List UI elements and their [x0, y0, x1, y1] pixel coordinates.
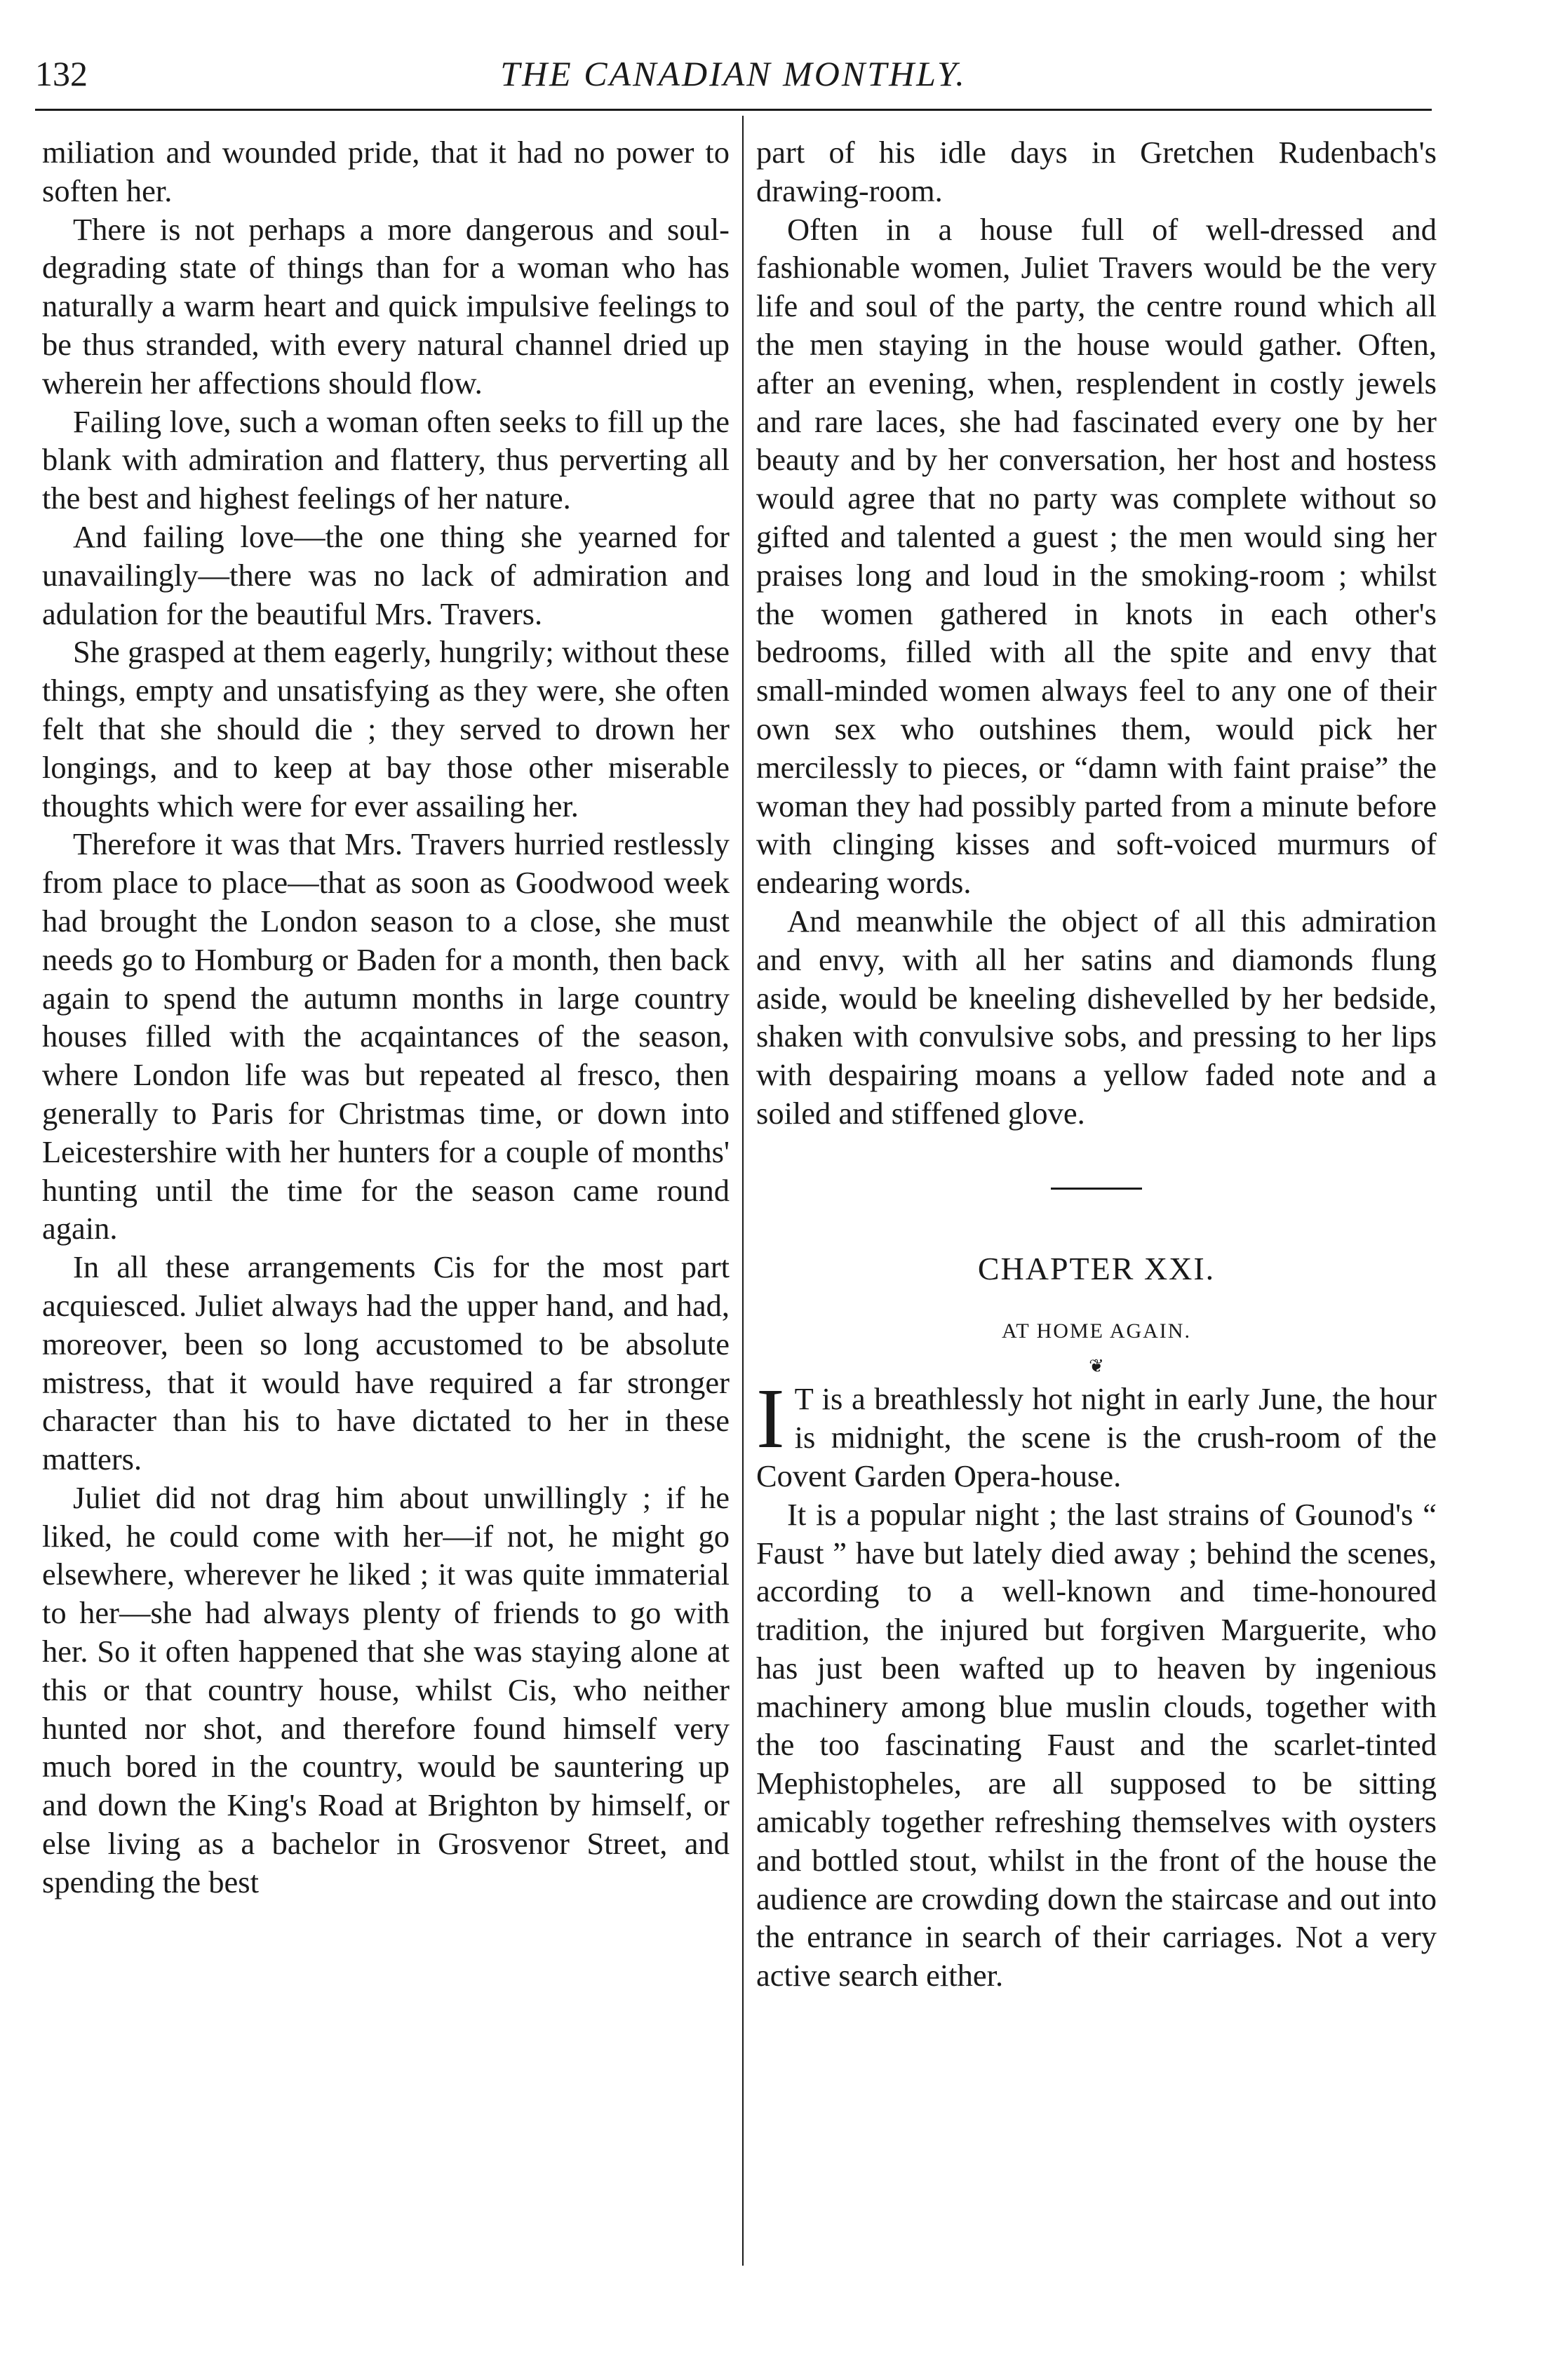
chapter-opening-paragraph [756, 1371, 1437, 1495]
section-divider [1051, 1188, 1142, 1190]
paragraph: Juliet did not drag him about unwillingly ; if he liked, he could come with her—if not, he might go elsewhere, wherever he liked ; it was quite immaterial to her—she had always plenty of friends to go with her. So it often happened that she was staying alone at this or that country house, whilst Cis, who neither hunted nor shot, and therefore found himself very much bored in the country, would be sauntering up and down the King's Road at Brighton by himself, or else living as a bachelor in Grosvenor Street, and spending the best [42, 1479, 730, 1900]
paragraph: In all these arrangements Cis for the most part acquiesced. Juliet always had the upper hand, and had, moreover, been so long accustomed to be absolute mistress, that it would have required a far stronger character than his to have dictated to her in these matters. [42, 1249, 730, 1477]
paragraph: miliation and wounded pride, that it had no power to soften her. [42, 135, 730, 208]
paragraph: And failing love—the one thing she yearned for unavailingly—there was no lack of admiration and adulation for the beautiful Mrs. Travers. [42, 518, 730, 631]
paragraph: She grasped at them eagerly, hungrily; without these things, empty and unsatisfying as they were, she often felt that she should die ; they served to drown her longings, and to keep at bay those other miserable thoughts which were for ever assailing her. [42, 634, 730, 823]
chapter-subtitle: AT HOME AGAIN. [1002, 1319, 1191, 1343]
journal-title: THE CANADIAN MONTHLY. [500, 54, 967, 93]
drop-cap: I [756, 1371, 785, 1467]
paragraph: Often in a house full of well-dressed and fashionable women, Juliet Travers would be the very life and soul of the party, the centre round which all the men staying in the house would gather. Often, after an evening, when, resplendent in costly jewels and rare laces, she had fascinated every one by her beauty and by her conversation, her host and hostess would agree that no party was complete without so gifted and talented a guest ; the men would sing her praises long and loud in the smoking-room ; whilst the women gathered in knots in each other's bedrooms, filled with all the spite and envy that small-minded women always feel to any one of their own sex who outshines them, would pick her mercilessly to pieces, or “damn with faint praise” the woman they had possibly parted from a minute before with clinging kisses and soft-voiced murmurs of endearing words. [756, 211, 1437, 901]
paragraph: Failing love, such a woman often seeks to fill up the blank with admiration and flattery, thus perverting all the best and highest feelings of her nature. [42, 403, 730, 516]
paragraph: Therefore it was that Mrs. Travers hurried restlessly from place to place—that as soon as Goodwood week had brought the London season to a close, she must needs go to Homburg or Baden for a month, then back again to spend the autumn months in large country houses filled with the acqaintances of the season, where London life was but repeated al fresco, then generally to Paris for Christmas time, or down into Leicestershire with her hunters for a couple of months' hunting until the time for the season came round again. [42, 826, 730, 1246]
paragraph: And meanwhile the object of all this admiration and envy, with all her satins and diamonds flung aside, would be kneeling dishevelled by her bedside, shaken with convulsive sobs, and pressing to her lips with despairing moans a yellow faded note and a soiled and stiffened glove. [756, 903, 1437, 1131]
right-column [756, 133, 1437, 1995]
page-number: 132 [35, 54, 88, 93]
header-rule [35, 109, 1432, 111]
paragraph: It is a popular night ; the last strains of Gounod's “ Faust ” have but lately died away ; behind the scenes, according to a well-known and time-honoured tradition, the injured but forgiven Marguerite, who has just been wafted up to heaven by ingenious machinery among blue muslin clouds, together with the too fascinating Faust and the scarlet-tinted Mephistopheles, are all supposed to be sitting amicably together refreshing themselves with oysters and bottled stout, whilst in the front of the house the audience are crowding down the staircase and out into the entrance in search of their carriages. Not a very active search either. [756, 1496, 1437, 1994]
paragraph: part of his idle days in Gretchen Rudenbach's drawing-room. [756, 135, 1437, 208]
chapter-title: CHAPTER XXI. [977, 1250, 1216, 1286]
left-column [42, 133, 730, 1902]
ornament-icon: ❦ [1089, 1356, 1104, 1377]
running-head [35, 49, 1432, 105]
column-divider [742, 116, 744, 2266]
paragraph: There is not perhaps a more dangerous and soul-degrading state of things than for a woman who has naturally a warm heart and quick impulsive feelings to be thus stranded, with every natural channel dried up wherein her affections should flow. [42, 211, 730, 401]
chapter-opening-text: T is a breathlessly hot night in early June, the hour is midnight, the scene is the crush-room of the Covent Garden Opera-house. [756, 1381, 1437, 1493]
